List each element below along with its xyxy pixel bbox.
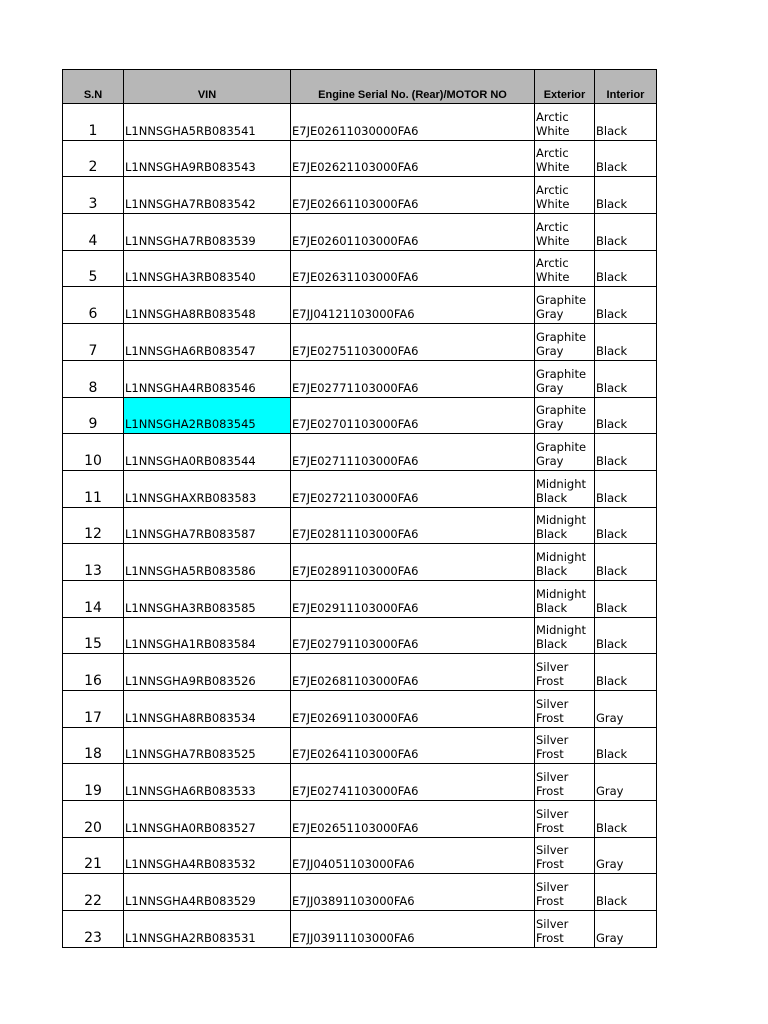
cell-interior: Black <box>595 214 657 251</box>
cell-exterior: Silver Frost <box>535 764 595 801</box>
cell-interior: Gray <box>595 764 657 801</box>
cell-engine-serial: E7JE02681103000FA6 <box>291 654 535 691</box>
table-row <box>63 911 657 948</box>
cell-interior: Black <box>595 397 657 434</box>
cell-interior: Black <box>595 360 657 397</box>
cell-vin: L1NNSGHA9RB083526 <box>124 654 291 691</box>
cell-exterior: Silver Frost <box>535 874 595 911</box>
cell-sn: 17 <box>63 691 124 728</box>
cell-sn: 3 <box>63 177 124 214</box>
cell-sn: 19 <box>63 764 124 801</box>
table-row <box>63 470 657 507</box>
table-row <box>63 360 657 397</box>
table-row <box>63 287 657 324</box>
cell-interior: Black <box>595 287 657 324</box>
cell-sn: 18 <box>63 727 124 764</box>
cell-vin: L1NNSGHA2RB083545 <box>124 397 291 434</box>
cell-sn: 20 <box>63 801 124 838</box>
table-row <box>63 104 657 141</box>
cell-sn: 21 <box>63 837 124 874</box>
cell-interior: Black <box>595 801 657 838</box>
cell-sn: 16 <box>63 654 124 691</box>
cell-vin: L1NNSGHA7RB083539 <box>124 214 291 251</box>
cell-sn: 2 <box>63 140 124 177</box>
cell-exterior: Graphite Gray <box>535 324 595 361</box>
cell-exterior: Arctic White <box>535 177 595 214</box>
cell-interior: Black <box>595 104 657 141</box>
cell-exterior: Midnight Black <box>535 507 595 544</box>
cell-exterior: Silver Frost <box>535 801 595 838</box>
cell-engine-serial: E7JE02601103000FA6 <box>291 214 535 251</box>
cell-engine-serial: E7JE02791103000FA6 <box>291 617 535 654</box>
cell-interior: Black <box>595 324 657 361</box>
table-row <box>63 507 657 544</box>
cell-interior: Black <box>595 177 657 214</box>
cell-interior: Gray <box>595 911 657 948</box>
cell-exterior: Silver Frost <box>535 727 595 764</box>
cell-sn: 11 <box>63 470 124 507</box>
table-row <box>63 140 657 177</box>
cell-vin: L1NNSGHA1RB083584 <box>124 617 291 654</box>
table-row <box>63 801 657 838</box>
header-vin: VIN <box>124 70 291 104</box>
cell-interior: Black <box>595 470 657 507</box>
cell-engine-serial: E7JE02701103000FA6 <box>291 397 535 434</box>
table-row <box>63 397 657 434</box>
cell-sn: 9 <box>63 397 124 434</box>
cell-interior: Black <box>595 580 657 617</box>
cell-engine-serial: E7JE02621103000FA6 <box>291 140 535 177</box>
cell-interior: Black <box>595 140 657 177</box>
cell-exterior: Midnight Black <box>535 544 595 581</box>
table-row <box>63 837 657 874</box>
header-engine-serial: Engine Serial No. (Rear)/MOTOR NO <box>291 70 535 104</box>
cell-engine-serial: E7JJ04051103000FA6 <box>291 837 535 874</box>
cell-sn: 4 <box>63 214 124 251</box>
cell-exterior: Graphite Gray <box>535 287 595 324</box>
header-exterior: Exterior <box>535 70 595 104</box>
cell-exterior: Graphite Gray <box>535 434 595 471</box>
table-row <box>63 874 657 911</box>
cell-engine-serial: E7JE02611030000FA6 <box>291 104 535 141</box>
cell-sn: 23 <box>63 911 124 948</box>
cell-sn: 13 <box>63 544 124 581</box>
cell-engine-serial: E7JE02691103000FA6 <box>291 691 535 728</box>
cell-interior: Black <box>595 654 657 691</box>
cell-vin: L1NNSGHA5RB083541 <box>124 104 291 141</box>
cell-sn: 5 <box>63 250 124 287</box>
cell-interior: Gray <box>595 691 657 728</box>
cell-engine-serial: E7JJ03911103000FA6 <box>291 911 535 948</box>
cell-sn: 10 <box>63 434 124 471</box>
cell-exterior: Midnight Black <box>535 470 595 507</box>
cell-exterior: Midnight Black <box>535 580 595 617</box>
cell-vin: L1NNSGHA6RB083547 <box>124 324 291 361</box>
cell-vin: L1NNSGHA7RB083525 <box>124 727 291 764</box>
cell-exterior: Silver Frost <box>535 911 595 948</box>
cell-exterior: Graphite Gray <box>535 397 595 434</box>
table-row <box>63 250 657 287</box>
cell-engine-serial: E7JE02811103000FA6 <box>291 507 535 544</box>
cell-interior: Black <box>595 727 657 764</box>
cell-sn: 7 <box>63 324 124 361</box>
cell-sn: 14 <box>63 580 124 617</box>
table-row <box>63 544 657 581</box>
cell-exterior: Arctic White <box>535 250 595 287</box>
header-row <box>63 70 657 104</box>
cell-engine-serial: E7JE02641103000FA6 <box>291 727 535 764</box>
cell-interior: Black <box>595 617 657 654</box>
cell-vin: L1NNSGHA8RB083534 <box>124 691 291 728</box>
header-sn: S.N <box>63 70 124 104</box>
cell-engine-serial: E7JE02741103000FA6 <box>291 764 535 801</box>
table-row <box>63 177 657 214</box>
cell-engine-serial: E7JE02711103000FA6 <box>291 434 535 471</box>
table-row <box>63 764 657 801</box>
table-header <box>63 70 657 104</box>
table-body <box>63 104 657 948</box>
cell-vin: L1NNSGHA3RB083540 <box>124 250 291 287</box>
cell-vin: L1NNSGHA3RB083585 <box>124 580 291 617</box>
header-interior: Interior <box>595 70 657 104</box>
cell-interior: Black <box>595 434 657 471</box>
cell-sn: 8 <box>63 360 124 397</box>
cell-vin: L1NNSGHA2RB083531 <box>124 911 291 948</box>
cell-sn: 22 <box>63 874 124 911</box>
table-row <box>63 214 657 251</box>
cell-vin: L1NNSGHA9RB083543 <box>124 140 291 177</box>
cell-vin: L1NNSGHA0RB083544 <box>124 434 291 471</box>
cell-engine-serial: E7JE02771103000FA6 <box>291 360 535 397</box>
cell-engine-serial: E7JE02911103000FA6 <box>291 580 535 617</box>
cell-engine-serial: E7JE02751103000FA6 <box>291 324 535 361</box>
cell-sn: 6 <box>63 287 124 324</box>
cell-vin: L1NNSGHA4RB083529 <box>124 874 291 911</box>
cell-exterior: Graphite Gray <box>535 360 595 397</box>
cell-interior: Gray <box>595 837 657 874</box>
table-row <box>63 691 657 728</box>
table-row <box>63 617 657 654</box>
cell-engine-serial: E7JJ03891103000FA6 <box>291 874 535 911</box>
cell-vin: L1NNSGHA7RB083542 <box>124 177 291 214</box>
cell-vin: L1NNSGHA7RB083587 <box>124 507 291 544</box>
table-row <box>63 580 657 617</box>
cell-vin: L1NNSGHA6RB083533 <box>124 764 291 801</box>
cell-sn: 15 <box>63 617 124 654</box>
table-row <box>63 654 657 691</box>
cell-sn: 12 <box>63 507 124 544</box>
cell-vin: L1NNSGHAXRB083583 <box>124 470 291 507</box>
cell-exterior: Silver Frost <box>535 691 595 728</box>
table-row <box>63 324 657 361</box>
vehicle-table <box>62 69 657 948</box>
cell-engine-serial: E7JE02891103000FA6 <box>291 544 535 581</box>
cell-exterior: Silver Frost <box>535 837 595 874</box>
cell-vin: L1NNSGHA0RB083527 <box>124 801 291 838</box>
table-row <box>63 434 657 471</box>
cell-vin: L1NNSGHA4RB083546 <box>124 360 291 397</box>
cell-interior: Black <box>595 507 657 544</box>
cell-engine-serial: E7JJ04121103000FA6 <box>291 287 535 324</box>
cell-engine-serial: E7JE02661103000FA6 <box>291 177 535 214</box>
cell-vin: L1NNSGHA5RB083586 <box>124 544 291 581</box>
cell-interior: Black <box>595 544 657 581</box>
cell-exterior: Arctic White <box>535 214 595 251</box>
cell-interior: Black <box>595 874 657 911</box>
cell-engine-serial: E7JE02721103000FA6 <box>291 470 535 507</box>
cell-vin: L1NNSGHA8RB083548 <box>124 287 291 324</box>
cell-engine-serial: E7JE02631103000FA6 <box>291 250 535 287</box>
cell-engine-serial: E7JE02651103000FA6 <box>291 801 535 838</box>
cell-exterior: Midnight Black <box>535 617 595 654</box>
cell-exterior: Arctic White <box>535 104 595 141</box>
cell-interior: Black <box>595 250 657 287</box>
cell-exterior: Arctic White <box>535 140 595 177</box>
cell-vin: L1NNSGHA4RB083532 <box>124 837 291 874</box>
table-row <box>63 727 657 764</box>
cell-sn: 1 <box>63 104 124 141</box>
cell-exterior: Silver Frost <box>535 654 595 691</box>
